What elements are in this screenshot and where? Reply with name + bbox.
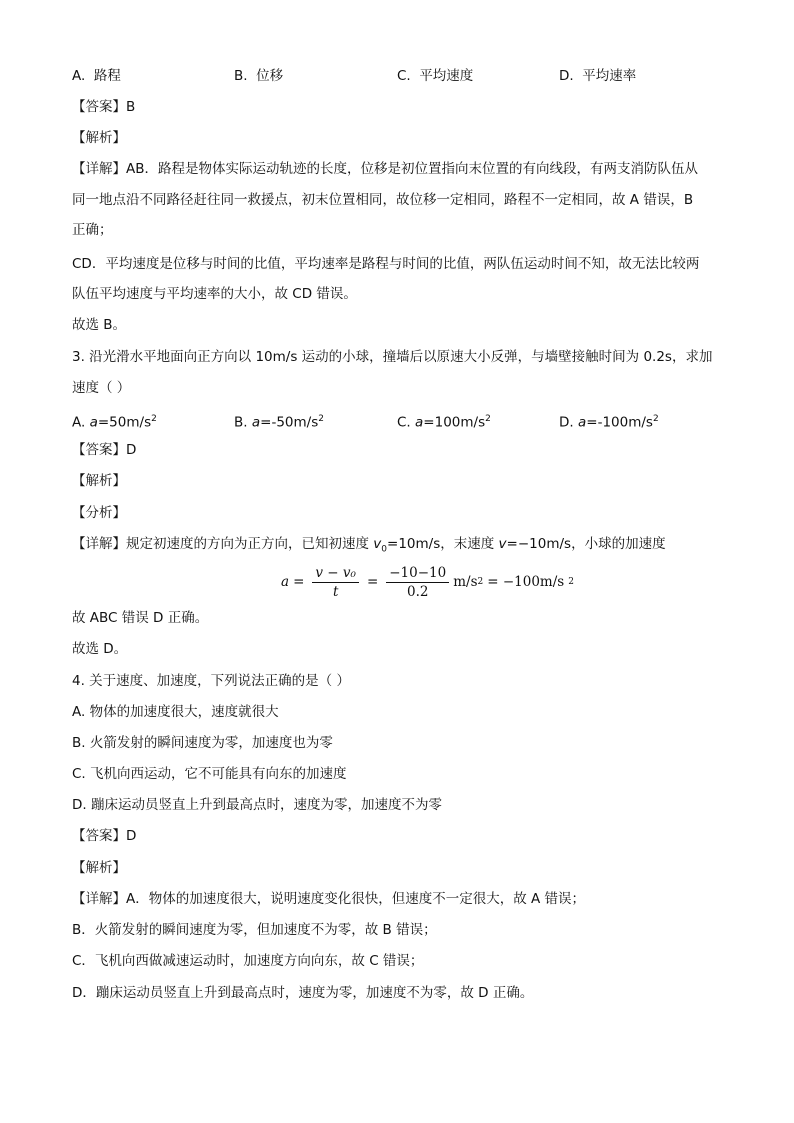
q3-after-formula: 故 ABC 错误 D 正确。 [72, 610, 209, 626]
q2-detail-line-5: 队伍平均速度与平均速率的大小，故 CD 错误。 [72, 286, 357, 302]
q3-stem-line-2: 速度（ ） [72, 380, 131, 396]
q4-option-c: C. 飞机向西运动，它不可能具有向东的加速度 [72, 766, 347, 782]
q4-stem: 4. 关于速度、加速度，下列说法正确的是（ ） [72, 673, 350, 689]
q2-option-c: C. 平均速度 [397, 68, 474, 84]
q2-detail-line-3: 正确； [72, 222, 113, 238]
q3-answer: 【答案】D [72, 442, 137, 458]
q2-detail-line-2: 同一地点沿不同路径赶往同一救援点，初末位置相同，故位移一定相同，路程不一定相同，故 A 错误，B [72, 192, 694, 208]
q4-detail-a: 【详解】A．物体的加速度很大，说明速度变化很快，但速度不一定很大，故 A 错误； [72, 891, 586, 907]
q2-option-a: A. 路程 [72, 68, 121, 84]
q2-answer: 【答案】B [72, 99, 136, 115]
q3-fenxi-heading: 【分析】 [72, 505, 126, 521]
q3-option-d: D. $a=-100m/s^2$ [559, 414, 659, 431]
q3-analysis-heading: 【解析】 [72, 473, 126, 489]
q4-analysis-heading: 【解析】 [72, 860, 126, 876]
formula-fraction-symbolic: $\frac{\text{v − v₀}}{t}$ [312, 564, 359, 601]
q4-detail-c: C．飞机向西做减速运动时，加速度方向向东，故 C 错误； [72, 953, 424, 969]
q3-detail-line: 【详解】规定初速度的方向为正方向，已知初速度 $v_0=10m/s$，末速度 v=−10m/s，小球的加速度 [72, 536, 666, 555]
q2-detail-line-4: CD．平均速度是位移与时间的比值，平均速率是路程与时间的比值，两队伍运动时间不知，故无法比较两 [72, 256, 700, 272]
q3-option-a: A. $a=50m/s^2$ [72, 414, 157, 431]
q3-option-b: B. $a=-50m/s^2$ [234, 414, 324, 431]
q4-detail-d: D．蹦床运动员竖直上升到最高点时，速度为零，加速度不为零，故 D 正确。 [72, 985, 534, 1001]
q2-conclusion: 故选 B。 [72, 317, 127, 333]
q4-detail-b: B．火箭发射的瞬间速度为零，但加速度不为零，故 B 错误； [72, 922, 437, 938]
q3-stem-line-1: 3. 沿光滑水平地面向正方向以 10m/s 运动的小球，撞墙后以原速大小反弹，与墙壁接触时间为 0.2s，求加 [72, 349, 713, 365]
q4-option-b: B. 火箭发射的瞬间速度为零，加速度也为零 [72, 735, 333, 751]
q4-answer: 【答案】D [72, 828, 137, 844]
q2-option-b: B. 位移 [234, 68, 284, 84]
q2-detail-line-1: 【详解】AB．路程是物体实际运动轨迹的长度，位移是初位置指向末位置的有向线段，有两支消防队伍从 [72, 161, 698, 177]
q4-option-a: A. 物体的加速度很大，速度就很大 [72, 704, 279, 720]
q2-analysis-heading: 【解析】 [72, 130, 126, 146]
q3-conclusion: 故选 D。 [72, 641, 128, 657]
q2-option-d: D. 平均速率 [559, 68, 637, 84]
q3-option-c: C. $a=100m/s^2$ [397, 414, 491, 431]
q4-option-d: D. 蹦床运动员竖直上升到最高点时，速度为零，加速度不为零 [72, 797, 442, 813]
q3-acceleration-formula: a = $\frac{\text{v − v₀}}{t}$ = $\frac{-10-10}{0.2}$ m/s 2 = −100m/s 2 [281, 564, 574, 600]
formula-fraction-numeric: $\frac{-10-10}{0.2}$ [386, 564, 449, 601]
